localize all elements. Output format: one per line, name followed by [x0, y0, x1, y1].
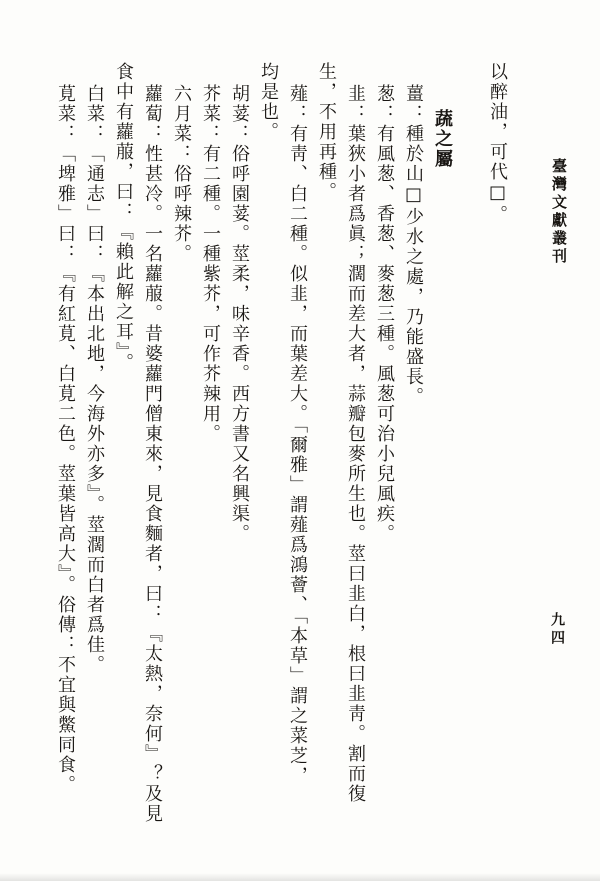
- scan-edge-shadow: [0, 873, 600, 881]
- text-column-scallion: 葱：有風葱、香葱、麥葱三種。風葱可治小兒風疾。: [374, 84, 395, 544]
- text-column-ginger: 薑：種於山□少水之處，乃能盛長。: [403, 84, 424, 407]
- text-column-chive-continuation: 生，不用再種。: [316, 62, 337, 202]
- outer-margin: [544, 0, 570, 881]
- text-column-continuation: 以醉油，可代□。: [487, 62, 508, 225]
- text-column-shallot-continuation: 均是也。: [258, 62, 279, 142]
- section-header-column: 蔬之屬: [432, 109, 453, 169]
- blank-column: [457, 62, 483, 840]
- text-column-chive: 韭：葉狹小者爲眞；濶而差大者，蒜瓣包麥所生也。莖曰韭白，根曰韭靑。割而復: [345, 84, 366, 804]
- running-title: 臺灣文獻叢刊: [550, 158, 568, 266]
- text-column-coriander: 胡荽：俗呼園荽。莖柔，味辛香。西方書又名興渠。: [229, 84, 250, 544]
- text-column-radish: 蘿蔔：性甚冷。一名蘿菔。昔婆蘿門僧東來，見食麵者，曰：『太熱，奈何』？及見: [142, 84, 163, 824]
- text-column-shallot: 薤：有靑、白二種。似韭，而葉差大。「爾雅」謂薤爲鴻薈、「本草」謂之菜芝，: [287, 84, 308, 786]
- text-column-cabbage: 白菜：「通志」曰：『本出北地，今海外亦多』。莖濶而白者爲佳。: [84, 84, 105, 675]
- text-column-radish-continuation: 食中有蘿菔，曰：『賴此解之耳』。: [113, 62, 134, 373]
- text-column-mustard: 芥菜：有二種。一種紫芥，可作芥辣用。: [200, 84, 221, 444]
- page-number: 九四: [549, 612, 565, 648]
- text-column-amaranth: 莧菜：「埤雅」曰：『有紅莧、白莧二色。莖葉皆高大』。俗傳：不宜與鱉同食。: [55, 84, 76, 795]
- body-text: [51, 62, 512, 840]
- text-column-june-greens: 六月菜：俗呼辣芥。: [171, 84, 192, 264]
